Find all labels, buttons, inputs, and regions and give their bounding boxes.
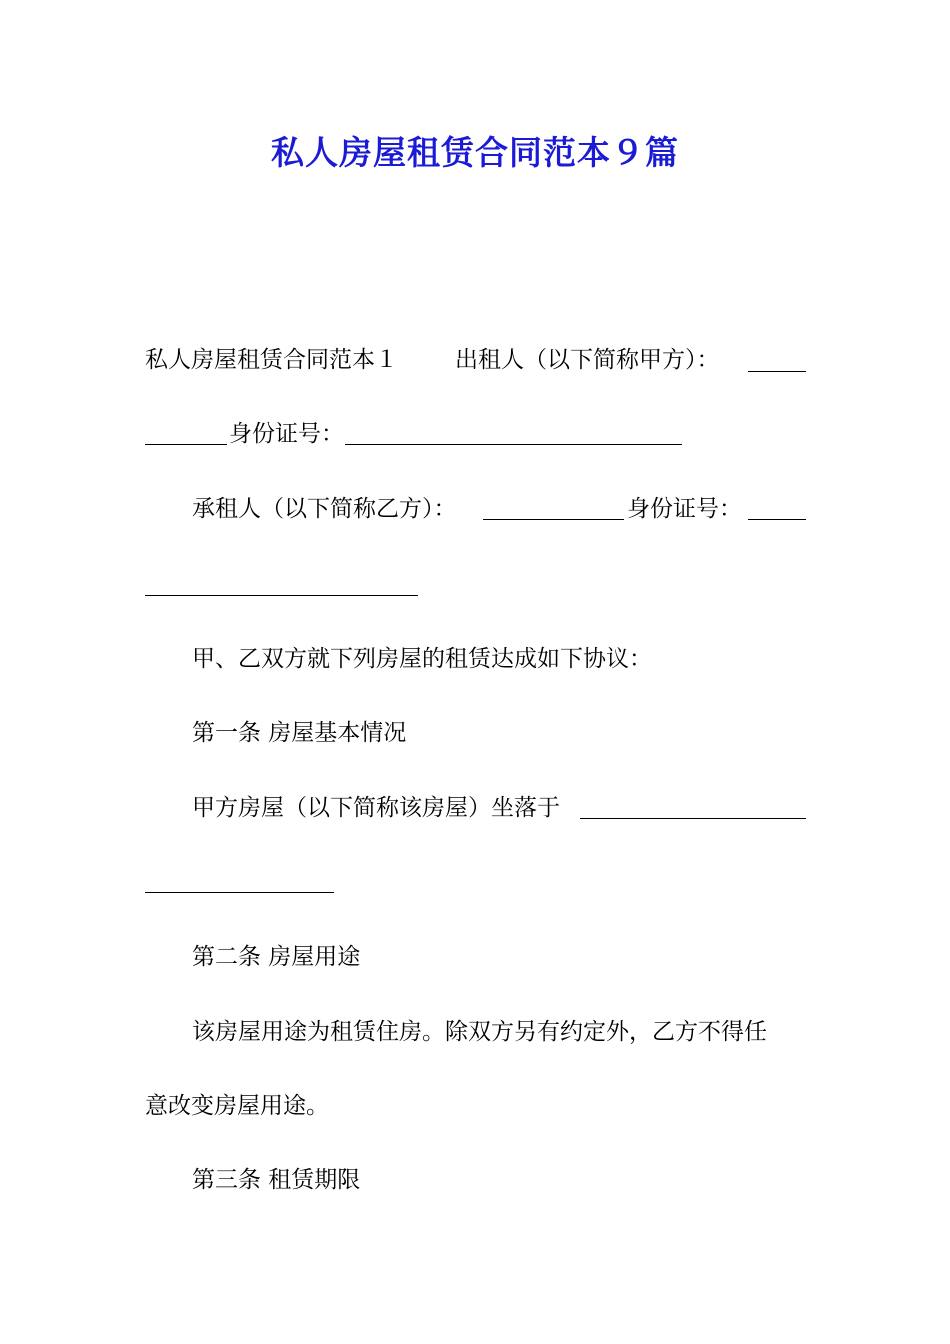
article1-title: 第一条 房屋基本情况: [192, 720, 407, 746]
lessee-label: 承租人（以下简称乙方）：: [192, 496, 457, 522]
article2-title: 第二条 房屋用途: [192, 944, 361, 970]
lessee-name-blank: [483, 519, 624, 520]
article2-text-line2: 意改变房屋用途。: [145, 1093, 329, 1119]
article1-text: 甲方房屋（以下简称该房屋）坐落于: [192, 795, 560, 821]
lessee-id-label: 身份证号：: [627, 496, 742, 522]
lessee-id-blank-continued: [145, 595, 418, 596]
lessor-id-blank: [345, 444, 682, 445]
document-title: 私人房屋租赁合同范本９篇: [271, 133, 679, 172]
lessor-name-blank: [748, 371, 806, 372]
article3-title: 第三条 租赁期限: [192, 1167, 361, 1193]
lessor-label: 出租人（以下简称甲方）：: [455, 347, 720, 373]
article2-text-line1: 该房屋用途为租赁住房。除双方另有约定外，乙方不得任: [192, 1019, 767, 1045]
property-location-blank: [580, 818, 806, 819]
lessor-id-label: 身份证号：: [229, 421, 344, 447]
agreement-intro: 甲、乙双方就下列房屋的租赁达成如下协议：: [192, 646, 652, 672]
property-location-blank-continued: [145, 892, 334, 893]
lessee-id-blank: [748, 519, 806, 520]
contract-heading: 私人房屋租赁合同范本１: [145, 347, 398, 373]
lessor-name-blank-continued: [145, 444, 227, 445]
